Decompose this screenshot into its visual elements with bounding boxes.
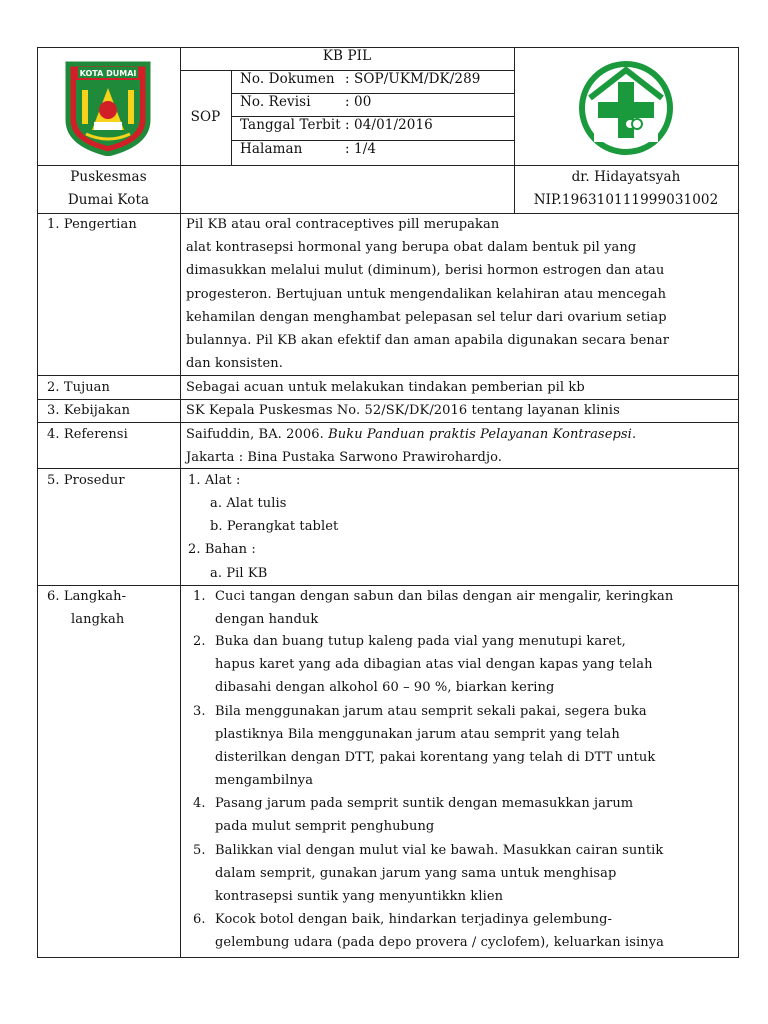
signer-name: dr. Hidayatsyah xyxy=(571,169,681,185)
step-number: 4. xyxy=(193,796,206,811)
step-line: mengambilnya xyxy=(215,773,314,788)
section-body-tujuan: Sebagai acuan untuk melakukan tindakan pemberian pil kb xyxy=(186,380,585,395)
referensi-line1 xyxy=(186,423,636,446)
step-line: Bila menggunakan jarum atau semprit sekali pakai, segera buka xyxy=(215,704,647,719)
step-line: Balikkan vial dengan mulut vial ke bawah. Masukkan cairan suntik xyxy=(215,843,664,858)
prosedur-item: a. Pil KB xyxy=(210,566,268,581)
pengertian-line: alat kontrasepsi hormonal yang berupa obat dalam bentuk pil yang xyxy=(186,240,637,255)
step-number: 2. xyxy=(193,634,206,649)
section-label-tujuan: 2. Tujuan xyxy=(47,380,111,395)
referensi-line2: Jakarta : Bina Pustaka Sarwono Prawirohardjo. xyxy=(186,450,503,465)
prosedur-item: b. Perangkat tablet xyxy=(210,519,339,534)
step-line: disterilkan dengan DTT, pakai korentang yang telah di DTT untuk xyxy=(215,750,656,765)
pengertian-line: bulannya. Pil KB akan efektif dan aman apabila digunakan secara benar xyxy=(186,333,670,348)
step-line: dengan handuk xyxy=(215,612,319,627)
step-line: Cuci tangan dengan sabun dan bilas dengan air mengalir, keringkan xyxy=(215,589,674,604)
field-label-halaman: Halaman xyxy=(240,141,303,157)
pengertian-line: kehamilan dengan menghambat pelepasan sel telur dari ovarium setiap xyxy=(186,310,667,325)
org-name-line2: Dumai Kota xyxy=(67,192,150,208)
city-logo-text: KOTA DUMAI xyxy=(79,69,137,78)
field-value-halaman: : 1/4 xyxy=(345,141,377,157)
sop-label: SOP xyxy=(190,109,221,125)
step-number: 6. xyxy=(193,912,206,927)
referensi-author: Saifuddin, BA. 2006. xyxy=(186,427,329,442)
step-line: dalam semprit, gunakan jarum yang sama untuk menghisap xyxy=(215,866,617,881)
step-line: hapus karet yang ada dibagian atas vial dengan kapas yang telah xyxy=(215,657,653,672)
step-number: 1. xyxy=(193,589,206,604)
section-label-prosedur: 5. Prosedur xyxy=(47,473,125,488)
step-line: pada mulut semprit penghubung xyxy=(215,819,435,834)
step-number: 3. xyxy=(193,704,206,719)
pengertian-line: Pil KB atau oral contraceptives pill merupakan xyxy=(186,217,500,232)
step-number: 5. xyxy=(193,843,206,858)
step-line: Buka dan buang tutup kaleng pada vial yang menutupi karet, xyxy=(215,634,626,649)
city-emblem-logo xyxy=(64,60,152,156)
step-line: gelembung udara (pada depo provera / cyclofem), keluarkan isinya xyxy=(215,935,665,950)
signer-nip: NIP.196310111999031002 xyxy=(533,192,719,208)
prosedur-item: 1. Alat : xyxy=(188,473,241,488)
org-name-line1: Puskesmas xyxy=(70,169,147,185)
prosedur-item: 2. Bahan : xyxy=(188,542,256,557)
step-line: dibasahi dengan alkohol 60 – 90 %, biarkan kering xyxy=(215,680,555,695)
section-label-langkah-cont: langkah xyxy=(71,612,125,627)
pengertian-line: progesteron. Bertujuan untuk mengendalikan kelahiran atau mencegah xyxy=(186,287,667,302)
document-title: KB PIL xyxy=(322,48,372,64)
section-label-referensi: 4. Referensi xyxy=(47,427,128,442)
field-label-no-dokumen: No. Dokumen xyxy=(240,71,335,87)
step-line: Pasang jarum pada semprit suntik dengan memasukkan jarum xyxy=(215,796,634,811)
section-body-kebijakan: SK Kepala Puskesmas No. 52/SK/DK/2016 tentang layanan klinis xyxy=(186,403,620,418)
step-line: kontrasepsi suntik yang menyuntikkn klien xyxy=(215,889,504,904)
field-value-no-dokumen: : SOP/UKM/DK/289 xyxy=(345,71,481,87)
section-label-pengertian: 1. Pengertian xyxy=(47,217,137,232)
field-value-tanggal-terbit: : 04/01/2016 xyxy=(345,117,433,133)
puskesmas-logo xyxy=(578,58,674,158)
section-label-langkah: 6. Langkah- xyxy=(47,589,127,604)
referensi-book-title: Buku Panduan praktis Pelayanan Kontrasepsi. xyxy=(328,427,637,442)
prosedur-item: a. Alat tulis xyxy=(210,496,287,511)
field-label-tanggal-terbit: Tanggal Terbit xyxy=(240,117,341,133)
pengertian-line: dan konsisten. xyxy=(186,356,283,371)
field-label-no-revisi: No. Revisi xyxy=(240,94,311,110)
step-line: Kocok botol dengan baik, hindarkan terjadinya gelembung- xyxy=(215,912,613,927)
pengertian-line: dimasukkan melalui mulut (diminum), berisi hormon estrogen dan atau xyxy=(186,263,665,278)
section-label-kebijakan: 3. Kebijakan xyxy=(47,403,131,418)
field-value-no-revisi: : 00 xyxy=(345,94,372,110)
step-line: plastiknya Bila menggunakan jarum atau semprit yang telah xyxy=(215,727,620,742)
